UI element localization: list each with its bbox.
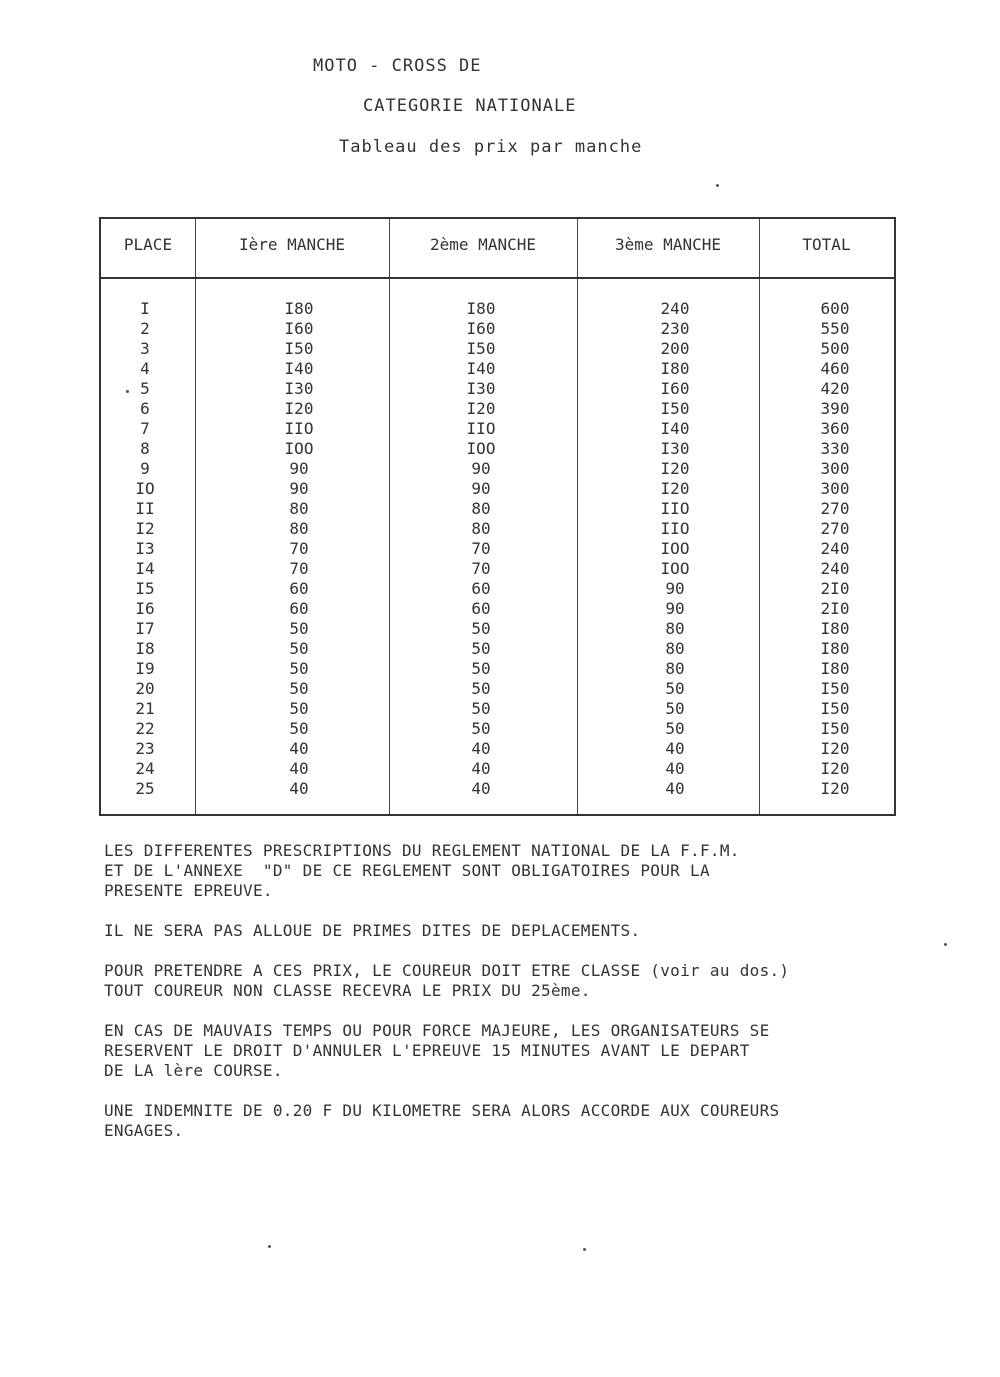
total-cell: 240 [820, 559, 850, 578]
manche-3-cell: 200 [660, 339, 690, 358]
manche-3-cell: I50 [660, 399, 690, 418]
classification-note: POUR PRETENDRE A CES PRIX, LE COUREUR DOIT ETRE CLASSE (voir au dos.) TOUT COUREUR NON CLASSE RECEVRA LE PRIX DU 25ème. [104, 961, 790, 1000]
manche-3-cell: 90 [665, 599, 685, 618]
column-divider [195, 219, 196, 814]
manche-3-column [645, 299, 705, 799]
manche-3-cell: 50 [665, 699, 685, 718]
document-category: CATEGORIE NATIONALE [363, 96, 577, 116]
manche-3-cell: 50 [665, 719, 685, 738]
manche-1-cell: 70 [289, 539, 309, 558]
header-manche-3: 3ème MANCHE [615, 235, 721, 254]
place-column [125, 299, 165, 799]
manche-2-cell: 40 [471, 779, 491, 798]
manche-1-cell: I60 [284, 319, 314, 338]
manche-3-cell: 90 [665, 579, 685, 598]
total-cell: I50 [820, 679, 850, 698]
place-cell: 24 [135, 759, 155, 778]
place-cell: 2 [140, 319, 150, 338]
place-cell: IO [135, 479, 155, 498]
manche-2-cell: 50 [471, 639, 491, 658]
manche-2-cell: 50 [471, 679, 491, 698]
total-cell: 550 [820, 319, 850, 338]
place-cell: I8 [135, 639, 155, 658]
mileage-indemnity-note: UNE INDEMNITE DE 0.20 F DU KILOMETRE SERA ALORS ACCORDE AUX COUREURS ENGAGES. [104, 1101, 780, 1140]
manche-3-cell: IOO [660, 539, 690, 558]
header-place: PLACE [123, 235, 173, 254]
header-manche-1: Ière MANCHE [239, 235, 345, 254]
regulation-note: LES DIFFERENTES PRESCRIPTIONS DU REGLEMENT NATIONAL DE LA F.F.M. ET DE L'ANNEXE "D" DE CE REGLEMENT SONT OBLIGATOIRES POUR LA PRESENTE EPREUVE. [104, 841, 740, 900]
place-cell: I6 [135, 599, 155, 618]
manche-3-cell: 40 [665, 779, 685, 798]
manche-2-cell: 40 [471, 759, 491, 778]
manche-2-column [451, 299, 511, 799]
place-cell: I5 [135, 579, 155, 598]
place-cell: 5 [140, 379, 150, 398]
manche-3-cell: I20 [660, 459, 690, 478]
manche-1-cell: 80 [289, 519, 309, 538]
place-cell: 25 [135, 779, 155, 798]
manche-3-cell: 80 [665, 639, 685, 658]
manche-1-cell: 50 [289, 639, 309, 658]
header-manche-2: 2ème MANCHE [430, 235, 536, 254]
manche-1-cell: 40 [289, 779, 309, 798]
manche-1-cell: 90 [289, 479, 309, 498]
manche-3-cell: I20 [660, 479, 690, 498]
total-cell: I80 [820, 659, 850, 678]
manche-1-cell: 90 [289, 459, 309, 478]
manche-2-cell: 60 [471, 579, 491, 598]
manche-1-cell: 60 [289, 579, 309, 598]
place-cell: I [140, 299, 150, 318]
speck [583, 1248, 586, 1251]
manche-2-cell: IIO [466, 419, 496, 438]
manche-1-cell: 60 [289, 599, 309, 618]
manche-2-cell: 50 [471, 699, 491, 718]
manche-3-cell: 80 [665, 659, 685, 678]
weather-cancellation-note: EN CAS DE MAUVAIS TEMPS OU POUR FORCE MAJEURE, LES ORGANISATEURS SE RESERVENT LE DROIT D'ANNULER L'EPREUVE 15 MINUTES AVANT LE DEPART DE LA lère COURSE. [104, 1021, 770, 1080]
manche-1-cell: IIO [284, 419, 314, 438]
manche-2-cell: 80 [471, 519, 491, 538]
speck [944, 943, 947, 946]
manche-2-cell: I30 [466, 379, 496, 398]
place-cell: I2 [135, 519, 155, 538]
speck [126, 390, 129, 393]
manche-3-cell: 40 [665, 759, 685, 778]
manche-3-cell: I60 [660, 379, 690, 398]
manche-2-cell: 70 [471, 539, 491, 558]
manche-1-cell: I20 [284, 399, 314, 418]
total-cell: I50 [820, 699, 850, 718]
manche-2-cell: 60 [471, 599, 491, 618]
manche-1-cell: 80 [289, 499, 309, 518]
manche-3-cell: 230 [660, 319, 690, 338]
manche-1-cell: I50 [284, 339, 314, 358]
speck [716, 184, 719, 187]
place-cell: 23 [135, 739, 155, 758]
manche-2-cell: 80 [471, 499, 491, 518]
place-cell: I9 [135, 659, 155, 678]
total-cell: I20 [820, 759, 850, 778]
manche-2-cell: 50 [471, 659, 491, 678]
total-cell: 460 [820, 359, 850, 378]
manche-2-cell: 90 [471, 479, 491, 498]
manche-3-cell: IIO [660, 519, 690, 538]
document-subtitle: Tableau des prix par manche [339, 137, 643, 157]
manche-3-cell: I80 [660, 359, 690, 378]
place-cell: 21 [135, 699, 155, 718]
total-cell: I80 [820, 619, 850, 638]
manche-3-cell: IOO [660, 559, 690, 578]
place-cell: I3 [135, 539, 155, 558]
total-cell: 330 [820, 439, 850, 458]
manche-3-cell: I40 [660, 419, 690, 438]
place-cell: 4 [140, 359, 150, 378]
header-divider [101, 277, 894, 279]
manche-1-cell: 50 [289, 659, 309, 678]
place-cell: 20 [135, 679, 155, 698]
document-title: MOTO - CROSS DE [313, 56, 482, 76]
manche-1-cell: 50 [289, 679, 309, 698]
total-cell: 270 [820, 499, 850, 518]
total-cell: 240 [820, 539, 850, 558]
manche-2-cell: IOO [466, 439, 496, 458]
travel-allowance-note: IL NE SERA PAS ALLOUE DE PRIMES DITES DE DEPLACEMENTS. [104, 921, 641, 940]
manche-1-cell: I80 [284, 299, 314, 318]
total-cell: 270 [820, 519, 850, 538]
manche-3-cell: 40 [665, 739, 685, 758]
place-cell: 22 [135, 719, 155, 738]
total-cell: 300 [820, 479, 850, 498]
place-cell: II [135, 499, 155, 518]
manche-1-cell: 40 [289, 759, 309, 778]
manche-3-cell: IIO [660, 499, 690, 518]
place-cell: 3 [140, 339, 150, 358]
total-cell: 360 [820, 419, 850, 438]
total-cell: I50 [820, 719, 850, 738]
speck [268, 1245, 271, 1248]
manche-2-cell: I80 [466, 299, 496, 318]
manche-1-cell: 50 [289, 699, 309, 718]
column-divider [759, 219, 760, 814]
total-cell: 390 [820, 399, 850, 418]
manche-2-cell: I20 [466, 399, 496, 418]
place-cell: I4 [135, 559, 155, 578]
manche-3-cell: 80 [665, 619, 685, 638]
header-total: TOTAL [802, 235, 851, 254]
column-divider [577, 219, 578, 814]
manche-1-cell: 40 [289, 739, 309, 758]
manche-2-cell: 50 [471, 619, 491, 638]
manche-2-cell: I60 [466, 319, 496, 338]
total-cell: 2I0 [820, 599, 850, 618]
manche-2-cell: I50 [466, 339, 496, 358]
manche-2-cell: 40 [471, 739, 491, 758]
column-divider [389, 219, 390, 814]
manche-1-cell: I30 [284, 379, 314, 398]
place-cell: 8 [140, 439, 150, 458]
total-cell: 600 [820, 299, 850, 318]
total-column [803, 299, 867, 799]
place-cell: I7 [135, 619, 155, 638]
total-cell: I20 [820, 739, 850, 758]
manche-3-cell: I30 [660, 439, 690, 458]
total-cell: I20 [820, 779, 850, 798]
prize-table [99, 217, 896, 816]
manche-2-cell: I40 [466, 359, 496, 378]
manche-2-cell: 50 [471, 719, 491, 738]
manche-1-cell: IOO [284, 439, 314, 458]
total-cell: 300 [820, 459, 850, 478]
total-cell: I80 [820, 639, 850, 658]
manche-1-cell: I40 [284, 359, 314, 378]
total-cell: 2I0 [820, 579, 850, 598]
manche-2-cell: 90 [471, 459, 491, 478]
manche-1-column [269, 299, 329, 799]
manche-1-cell: 70 [289, 559, 309, 578]
manche-1-cell: 50 [289, 619, 309, 638]
place-cell: 6 [140, 399, 150, 418]
place-cell: 9 [140, 459, 150, 478]
manche-3-cell: 50 [665, 679, 685, 698]
manche-1-cell: 50 [289, 719, 309, 738]
total-cell: 420 [820, 379, 850, 398]
place-cell: 7 [140, 419, 150, 438]
manche-2-cell: 70 [471, 559, 491, 578]
total-cell: 500 [820, 339, 850, 358]
manche-3-cell: 240 [660, 299, 690, 318]
